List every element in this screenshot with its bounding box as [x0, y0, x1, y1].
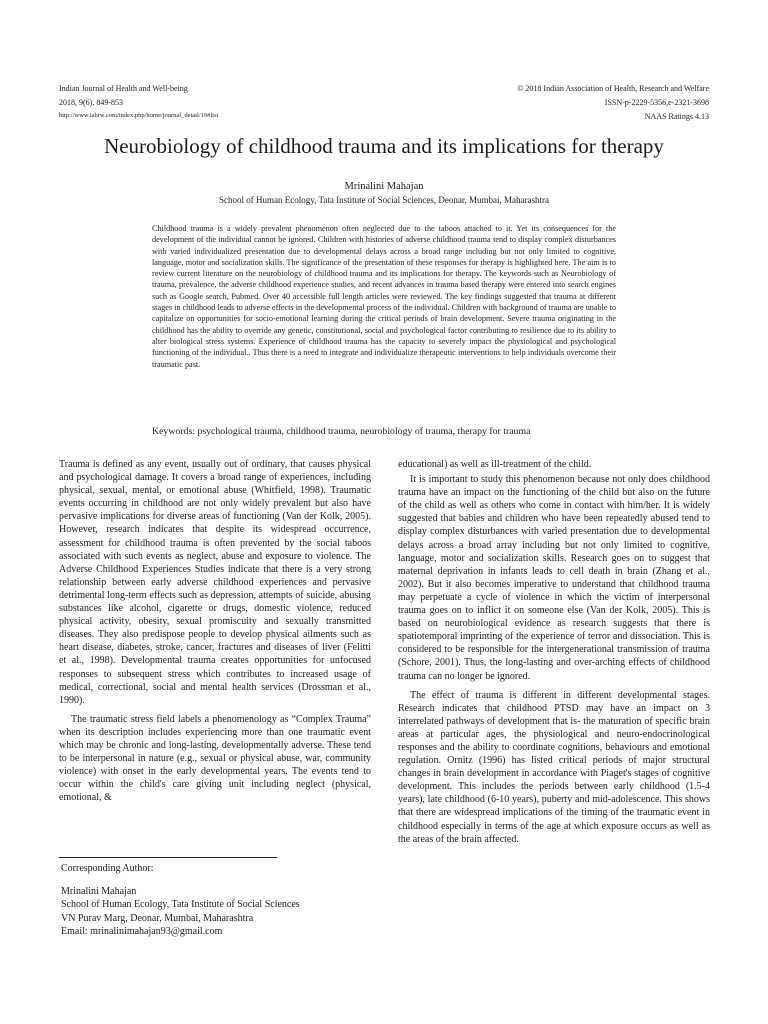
paragraph: educational) as well as ill-treatment of the child. [398, 459, 592, 470]
journal-url[interactable]: http://www.iahrw.com/index.php/home/journal_detail/19#list [59, 112, 219, 119]
abstract: Childhood trauma is a widely prevalent phenomenon often neglected due to the taboos attached to it. Yet its consequences for the development of the individual cannot be ignored. Children with histories of adverse childhood trauma tend to display complex disturbances with varied individualized presentation due to developmental delays across a broad range including but not only limited to cognitive, language, motor and socialization skills. The significance of the presentation of these responses for therapy is highlighted here. The aim is to review current literature on the neurobiology of childhood trauma and its implications for therapy. The keywords such as Neurobiology of trauma, prevalence, the adverse childhood experience studies, and recent advances in trauma based therapy were entered into search engines such as Google search, Pubmed. Over 40 accessible full length articles were reviewed. The key findings suggested that trauma at different stages in childhood leads to adverse effects in the developmental process of the individual. Children with background of trauma are unable to capitalize on opportunities for socio-emotional learning during the critical periods of brain development. Severe trauma originating in the childhood has the ability to override any genetic, constitutional, social and psychological factor contributing to resilience due to its ability to alter biological stress systems. Experience of childhood trauma has the capacity to severely impact the physiological and psychological functioning of the individual.. Thus there is a need to integrate and individualize therapeutic interventions to help individuals overcome their traumatic past. [152, 224, 616, 369]
paragraph: Trauma is defined as any event, usually out of ordinary, that causes physical and psychological damage. It covers a broad range of experiences, including physical, sexual, mental, or emotional abuse (Whitfield, 1998). Traumatic events occurring in childhood are not only widely prevalent but also have pervasive implications for diverse areas of functioning (Van der Kolk, 2005). However, research indicates that despite its widespread occurrence, assessment for childhood trauma is often prevented by the social taboos associated with such events as neglect, abuse and exposure to violence. The Adverse Childhood Experiences Studies indicate that there is a very strong relationship between early adverse childhood experiences and pervasive detrimental long-term effects such as depression, attempts of suicide, abusing substances like alcohol, cigarette or drugs, domestic violence, reduced physical activity, obesity, sexual promiscuity and sexually transmitted diseases. They also predispose people to develop physical ailments such as heart disease, diabetes, stroke, cancer, fractures and diseases of liver (Felitti et al., 1998). Developmental trauma creates opportunities for unfocused responses to subsequent stress which contributes to increased usage of medical, correctional, social and mental health services (Drossman et al., 1990). [59, 459, 371, 706]
corresponding-author-block [61, 862, 300, 938]
keywords: Keywords: psychological trauma, childhood trauma, neurobiology of trauma, therapy for trauma [152, 426, 531, 437]
journal-header-left [59, 82, 218, 122]
journal-issue: 2018, 9(6), 849-853 [59, 98, 123, 107]
body-right-column [398, 458, 710, 846]
journal-header-right [517, 82, 709, 124]
corresponding-author-email[interactable]: Email: mrinalinimahajan93@gmail.com [61, 925, 223, 937]
copyright-notice: © 2018 Indian Association of Health, Research and Welfare [517, 84, 709, 93]
paragraph: The traumatic stress field labels a phenomenology as “Complex Trauma” when its description includes experiencing more than one traumatic event which may be chronic and long-lasting, developmentally adverse. These tend to be interpersonal in nature (e.g., sexual or physical abuse, war, community violence) with onset in the early developmental years. The events tend to occur within the child's care giving unit including neglect (physical, emotional, & [59, 713, 371, 804]
body-left-column [59, 458, 371, 804]
paper-title: Neurobiology of childhood trauma and its implications for therapy [104, 134, 664, 158]
journal-name: Indian Journal of Health and Well-being [59, 84, 188, 93]
author-affiliation: School of Human Ecology, Tata Institute of Social Sciences, Deonar, Mumbai, Maharashtra [219, 195, 549, 205]
author-name: Mrinalini Mahajan [344, 181, 424, 192]
corresponding-author-heading: Corresponding Author: [61, 863, 154, 874]
paragraph: It is important to study this phenomenon because not only does childhood trauma have an impact on the functioning of the child but also on the future of the child as well as others who come in contact with him/her. It is widely suggested that babies and children who have been repeatedly abused tend to display complex disturbances with varied presentation due to developmental delays across a broad array including but not only limited to cognitive, language, motor and socialization skills. Research goes on to suggest that maternal deprivation in infants leads to cell death in brain (Zhang et al., 2002). But it also becomes imperative to understand that childhood trauma may perpetuate a cycle of violence in which the victim of interpersonal trauma goes on to inflict it on someone else (Van der Kolk, 2005). This is based on neurobiological evidence as research suggests that there is spatiotemporal imprinting of the experience of terror and dissociation. This is considered to be responsible for the intergenerational transmission of trauma (Schore, 2001). Thus, the long-lasting and over-arching effects of childhood trauma can no longer be ignored. [398, 474, 710, 682]
footnote-divider [59, 857, 277, 858]
paragraph: The effect of trauma is different in different developmental stages. Research indicates that childhood PTSD may have an impact on 3 interrelated pathways of development that is- the maturation of specific brain areas at particular ages, the physiological and neuro-endocrinological responses and the ability to coordinate cognitions, behaviours and emotional regulation. Ornitz (1996) has listed critical periods of major structural changes in brain development in accordance with Piaget's stages of cognitive development. This includes the periods between early childhood (1.5-4 years), late childhood (6-10 years), puberty and mid-adolescence. This shows that there are widespread implications of the timing of the traumatic event in childhood especially in terms of the age at which exposure occurs as well as the areas of the brain affected. [398, 689, 710, 845]
corresponding-author-address: VN Purav Marg, Deonar, Mumbai, Maharashtra [61, 912, 254, 924]
issn: ISSN-p-2229-5356,e-2321-3698 [604, 98, 709, 107]
corresponding-author-name: Mrinalini Mahajan [61, 886, 137, 898]
corresponding-author-affiliation: School of Human Ecology, Tata Institute of Social Sciences [61, 899, 300, 911]
naas-rating: NAAS Ratings 4.13 [644, 112, 709, 121]
